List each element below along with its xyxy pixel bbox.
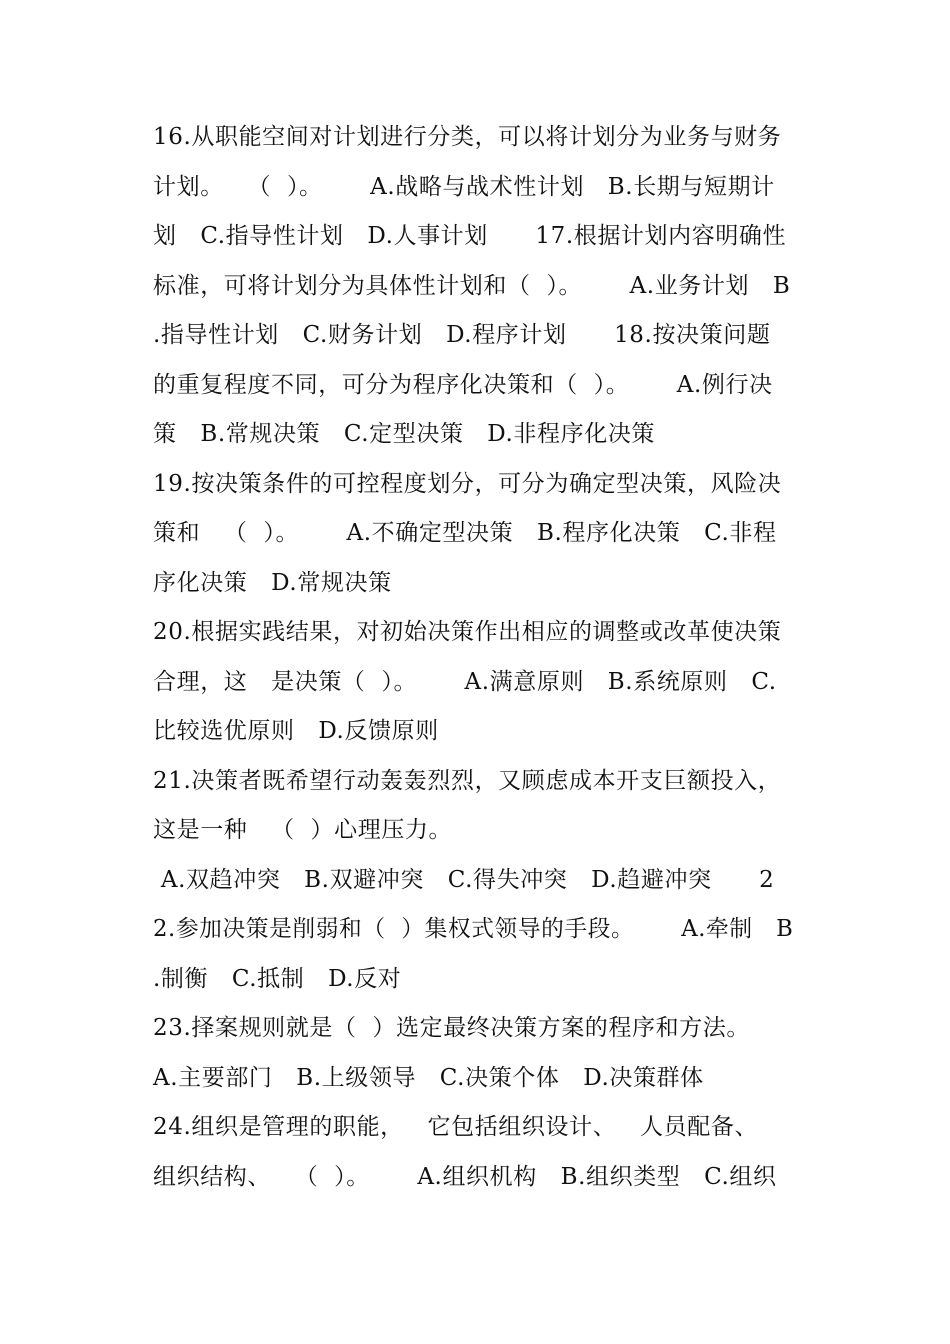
text-line: 24.组织是管理的职能， 它包括组织设计、 人员配备、 (153, 1114, 759, 1140)
text-line: A.双趋冲突 B.双避冲突 C.得失冲突 D.趋避冲突 2 (153, 867, 775, 893)
text-line: 策 B.常规决策 C.定型决策 D.非程序化决策 (153, 421, 656, 447)
text-line: 2.参加决策是削弱和（ ）集权式领导的手段。 A.牵制 B (153, 916, 794, 942)
text-line: 这是一种 （ ）心理压力。 (153, 817, 453, 843)
text-line: 划 C.指导性计划 D.人事计划 17.根据计划内容明确性 (153, 223, 787, 249)
text-line: .指导性计划 C.财务计划 D.程序计划 18.按决策问题 (153, 322, 771, 348)
text-line: A.主要部门 B.上级领导 C.决策个体 D.决策群体 (153, 1065, 704, 1091)
text-line: 序化决策 D.常规决策 (153, 570, 392, 596)
text-line: 比较选优原则 D.反馈原则 (153, 718, 439, 744)
text-line: 16.从职能空间对计划进行分类，可以将计划分为业务与财务 (153, 124, 782, 150)
text-line: 23.择案规则就是（ ）选定最终决策方案的程序和方法。 (153, 1015, 750, 1041)
text-line: 合理，这 是决策（ ）。 A.满意原则 B.系统原则 C. (153, 669, 777, 695)
text-line: 19.按决策条件的可控程度划分，可分为确定型决策，风险决 (153, 471, 782, 497)
text-line: .制衡 C.抵制 D.反对 (153, 966, 402, 992)
text-line: 的重复程度不同，可分为程序化决策和（ ）。 A.例行决 (153, 372, 773, 398)
text-line: 计划。 （ ）。 A.战略与战术性计划 B.长期与短期计 (153, 174, 775, 200)
text-line: 组织结构、 （ ）。 A.组织机构 B.组织类型 C.组织 (153, 1164, 777, 1190)
text-line: 20.根据实践结果，对初始决策作出相应的调整或改革使决策 (153, 619, 782, 645)
text-line: 21.决策者既希望行动轰轰烈烈，又顾虑成本开支巨额投入， (153, 768, 782, 794)
text-line: 标准，可将计划分为具体性计划和（ ）。 A.业务计划 B (153, 273, 791, 299)
text-line: 策和 （ ）。 A.不确定型决策 B.程序化决策 C.非程 (153, 520, 777, 546)
